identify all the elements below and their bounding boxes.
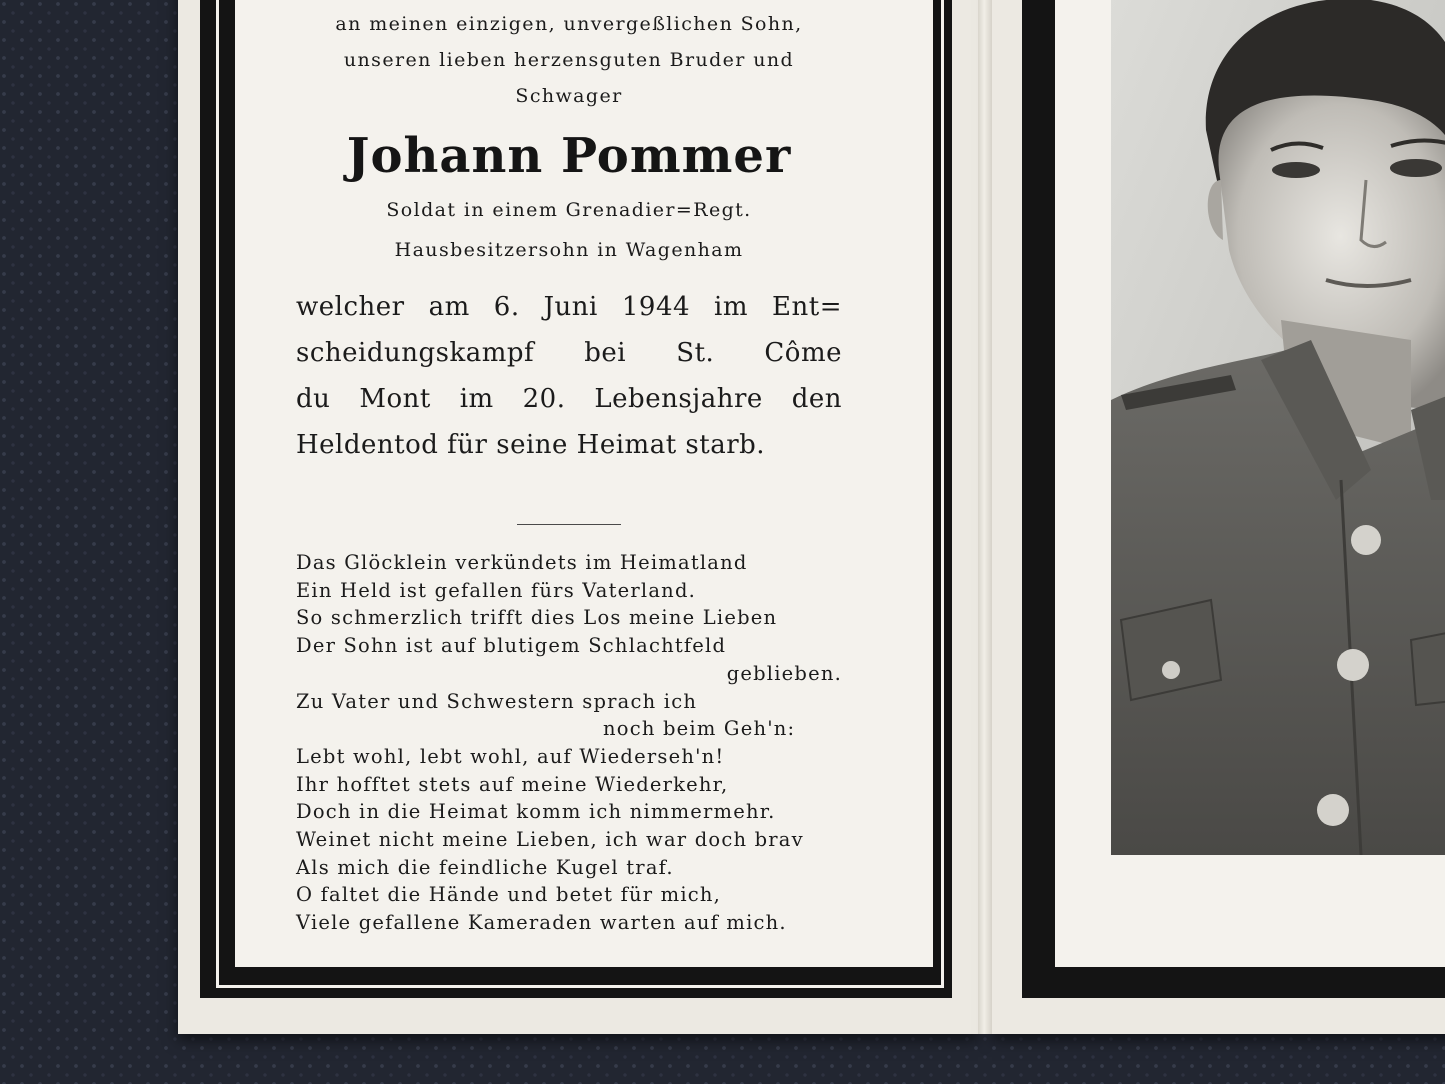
death-notice [296, 284, 842, 468]
poem-line: Weinet nicht meine Lieben, ich war doch brav [296, 828, 804, 852]
intro-text [296, 6, 842, 114]
memorial-text [296, 0, 842, 937]
deceased-description [296, 190, 842, 270]
card-fold [978, 0, 992, 1034]
intro-line: an meinen einzigen, unvergeßlichen Sohn, [335, 13, 803, 35]
poem-line: Der Sohn ist auf blutigem Schlachtfeld [296, 634, 727, 658]
poem-line: Lebt wohl, lebt wohl, auf Wiederseh'n! [296, 744, 725, 768]
death-notice-line: du Mont im 20. Lebensjahre den [296, 384, 842, 414]
poem-line: Ein Held ist gefallen fürs Vaterland. [296, 578, 697, 602]
memorial-poem [296, 549, 842, 937]
deceased-name: Johann Pommer [346, 128, 792, 184]
divider-line [517, 524, 621, 525]
poem-line: Viele gefallene Kameraden warten auf mich. [296, 911, 787, 935]
subtitle-line: Hausbesitzersohn in Wagenham [394, 239, 744, 261]
death-notice-line: Heldentod für seine Heimat starb. [296, 430, 766, 460]
poem-line: Ihr hofftet stets auf meine Wiederkehr, [296, 772, 729, 796]
poem-line: O faltet die Hände und betet für mich, [296, 883, 722, 907]
poem-line: Zu Vater und Schwestern sprach ich [296, 689, 698, 713]
soldier-portrait-photo [1111, 0, 1445, 855]
death-notice-line: welcher am 6. Juni 1944 im Ent= [296, 292, 842, 322]
poem-line: Das Glöcklein verkündets im Heimatland [296, 551, 748, 574]
portrait-drawing [1111, 0, 1445, 855]
subtitle-line: Soldat in einem Grenadier=Regt. [386, 199, 752, 221]
poem-line: geblieben. [726, 661, 842, 685]
intro-line: unseren lieben herzensguten Bruder und [343, 49, 795, 71]
poem-line: Als mich die feindliche Kugel traf. [296, 855, 674, 879]
death-notice-line: scheidungskampf bei St. Côme [296, 338, 842, 368]
intro-line: Schwager [515, 85, 623, 107]
poem-line: noch beim Geh'n: [603, 717, 796, 741]
poem-line: So schmerzlich trifft dies Los meine Lieben [296, 606, 778, 630]
poem-line: Doch in die Heimat komm ich nimmermehr. [296, 800, 776, 824]
